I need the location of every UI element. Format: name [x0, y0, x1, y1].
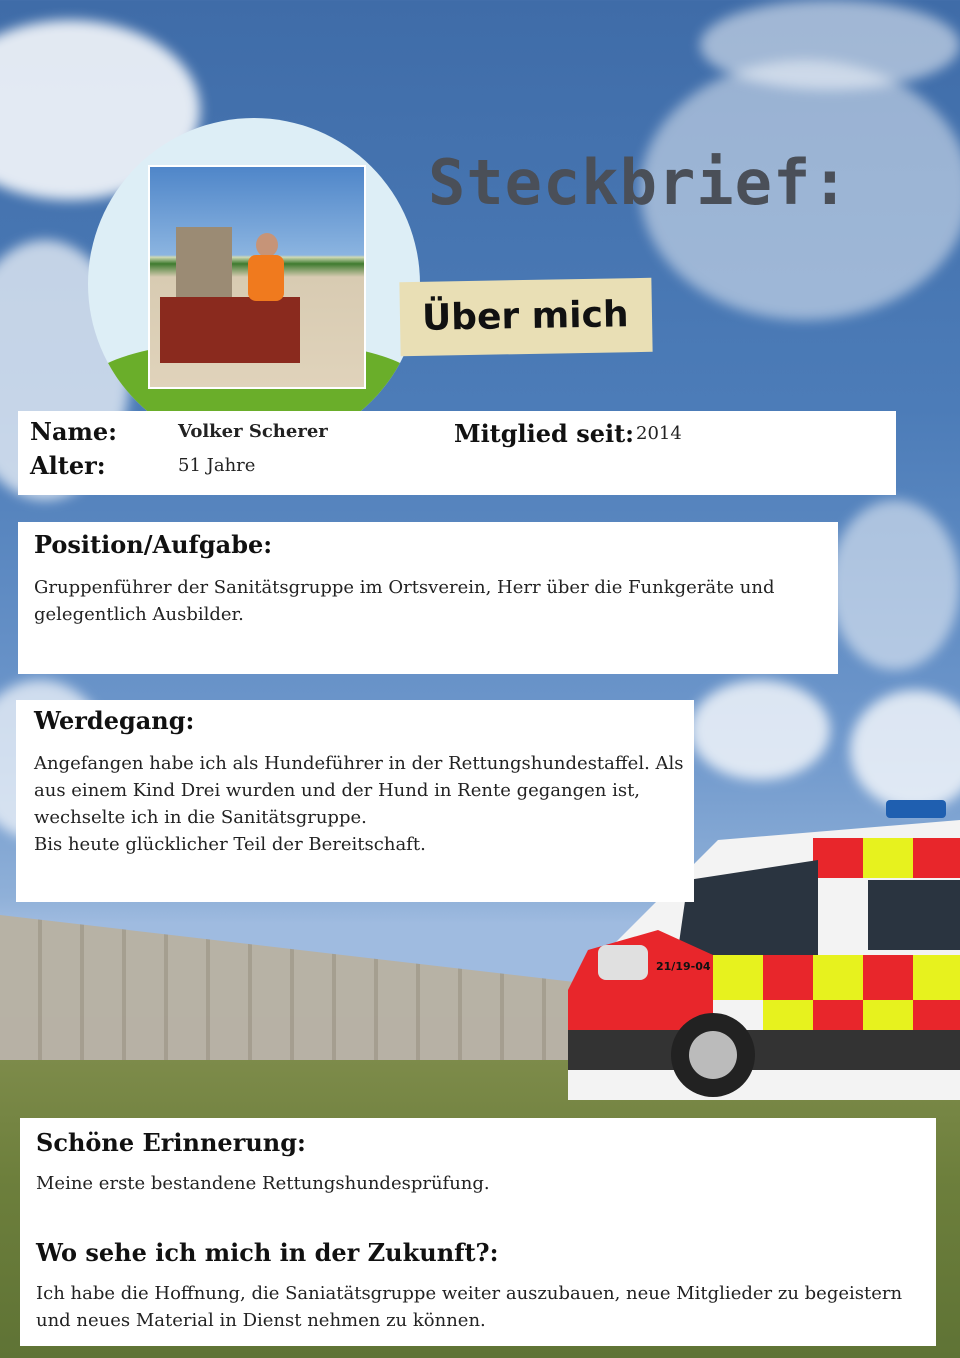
cloud: [830, 500, 960, 670]
cloud: [690, 680, 830, 780]
name-value: Volker Scherer: [178, 421, 328, 442]
age-value: 51 Jahre: [178, 455, 256, 476]
personal-info-box: [18, 411, 896, 495]
career-paragraph: Bis heute glücklicher Teil der Bereitschaft.: [34, 834, 426, 855]
career-box: [16, 700, 694, 902]
person-head: [256, 233, 278, 257]
name-label: Name:: [30, 417, 118, 446]
member-since-label: Mitglied seit:: [454, 419, 635, 448]
age-label: Alter:: [30, 451, 106, 480]
position-box: [18, 522, 838, 674]
member-since-value: 2014: [636, 423, 682, 444]
future-text: Ich habe die Hoffnung, die Saniatätsgruppe weiter auszubauen, neue Mitglieder zu begeistern und neues Material in Dienst nehmen zu können.: [36, 1283, 903, 1331]
position-heading: Position/Aufgabe:: [34, 530, 273, 559]
cloud: [850, 690, 960, 810]
red-bench: [160, 297, 300, 363]
subtitle: Über mich: [421, 294, 629, 339]
profile-photo: [148, 165, 366, 389]
memory-heading: Schöne Erinnerung:: [36, 1128, 306, 1157]
memory-future-box: [20, 1118, 936, 1346]
memory-text: Meine erste bestandene Rettungshundesprüfung.: [36, 1173, 490, 1194]
playground-tower: [176, 227, 232, 301]
career-paragraph: Angefangen habe ich als Hundeführer in der Rettungshundestaffel. Als aus einem Kind Drei wurden und der Hund in Rente gegangen ist, wechselte ich in die Sanitätsgruppe.: [34, 753, 684, 828]
subtitle-tape: [399, 278, 652, 356]
cloud: [700, 0, 960, 90]
career-heading: Werdegang:: [34, 706, 195, 735]
page-title: Steckbrief:: [428, 146, 850, 219]
position-text: Gruppenführer der Sanitätsgruppe im Ortsverein, Herr über die Funkgeräte und gelegentlich Ausbilder.: [34, 577, 775, 625]
person-body: [248, 255, 284, 301]
future-heading: Wo sehe ich mich in der Zukunft?:: [36, 1238, 499, 1267]
vehicle-number: 21/19-04: [656, 960, 711, 973]
